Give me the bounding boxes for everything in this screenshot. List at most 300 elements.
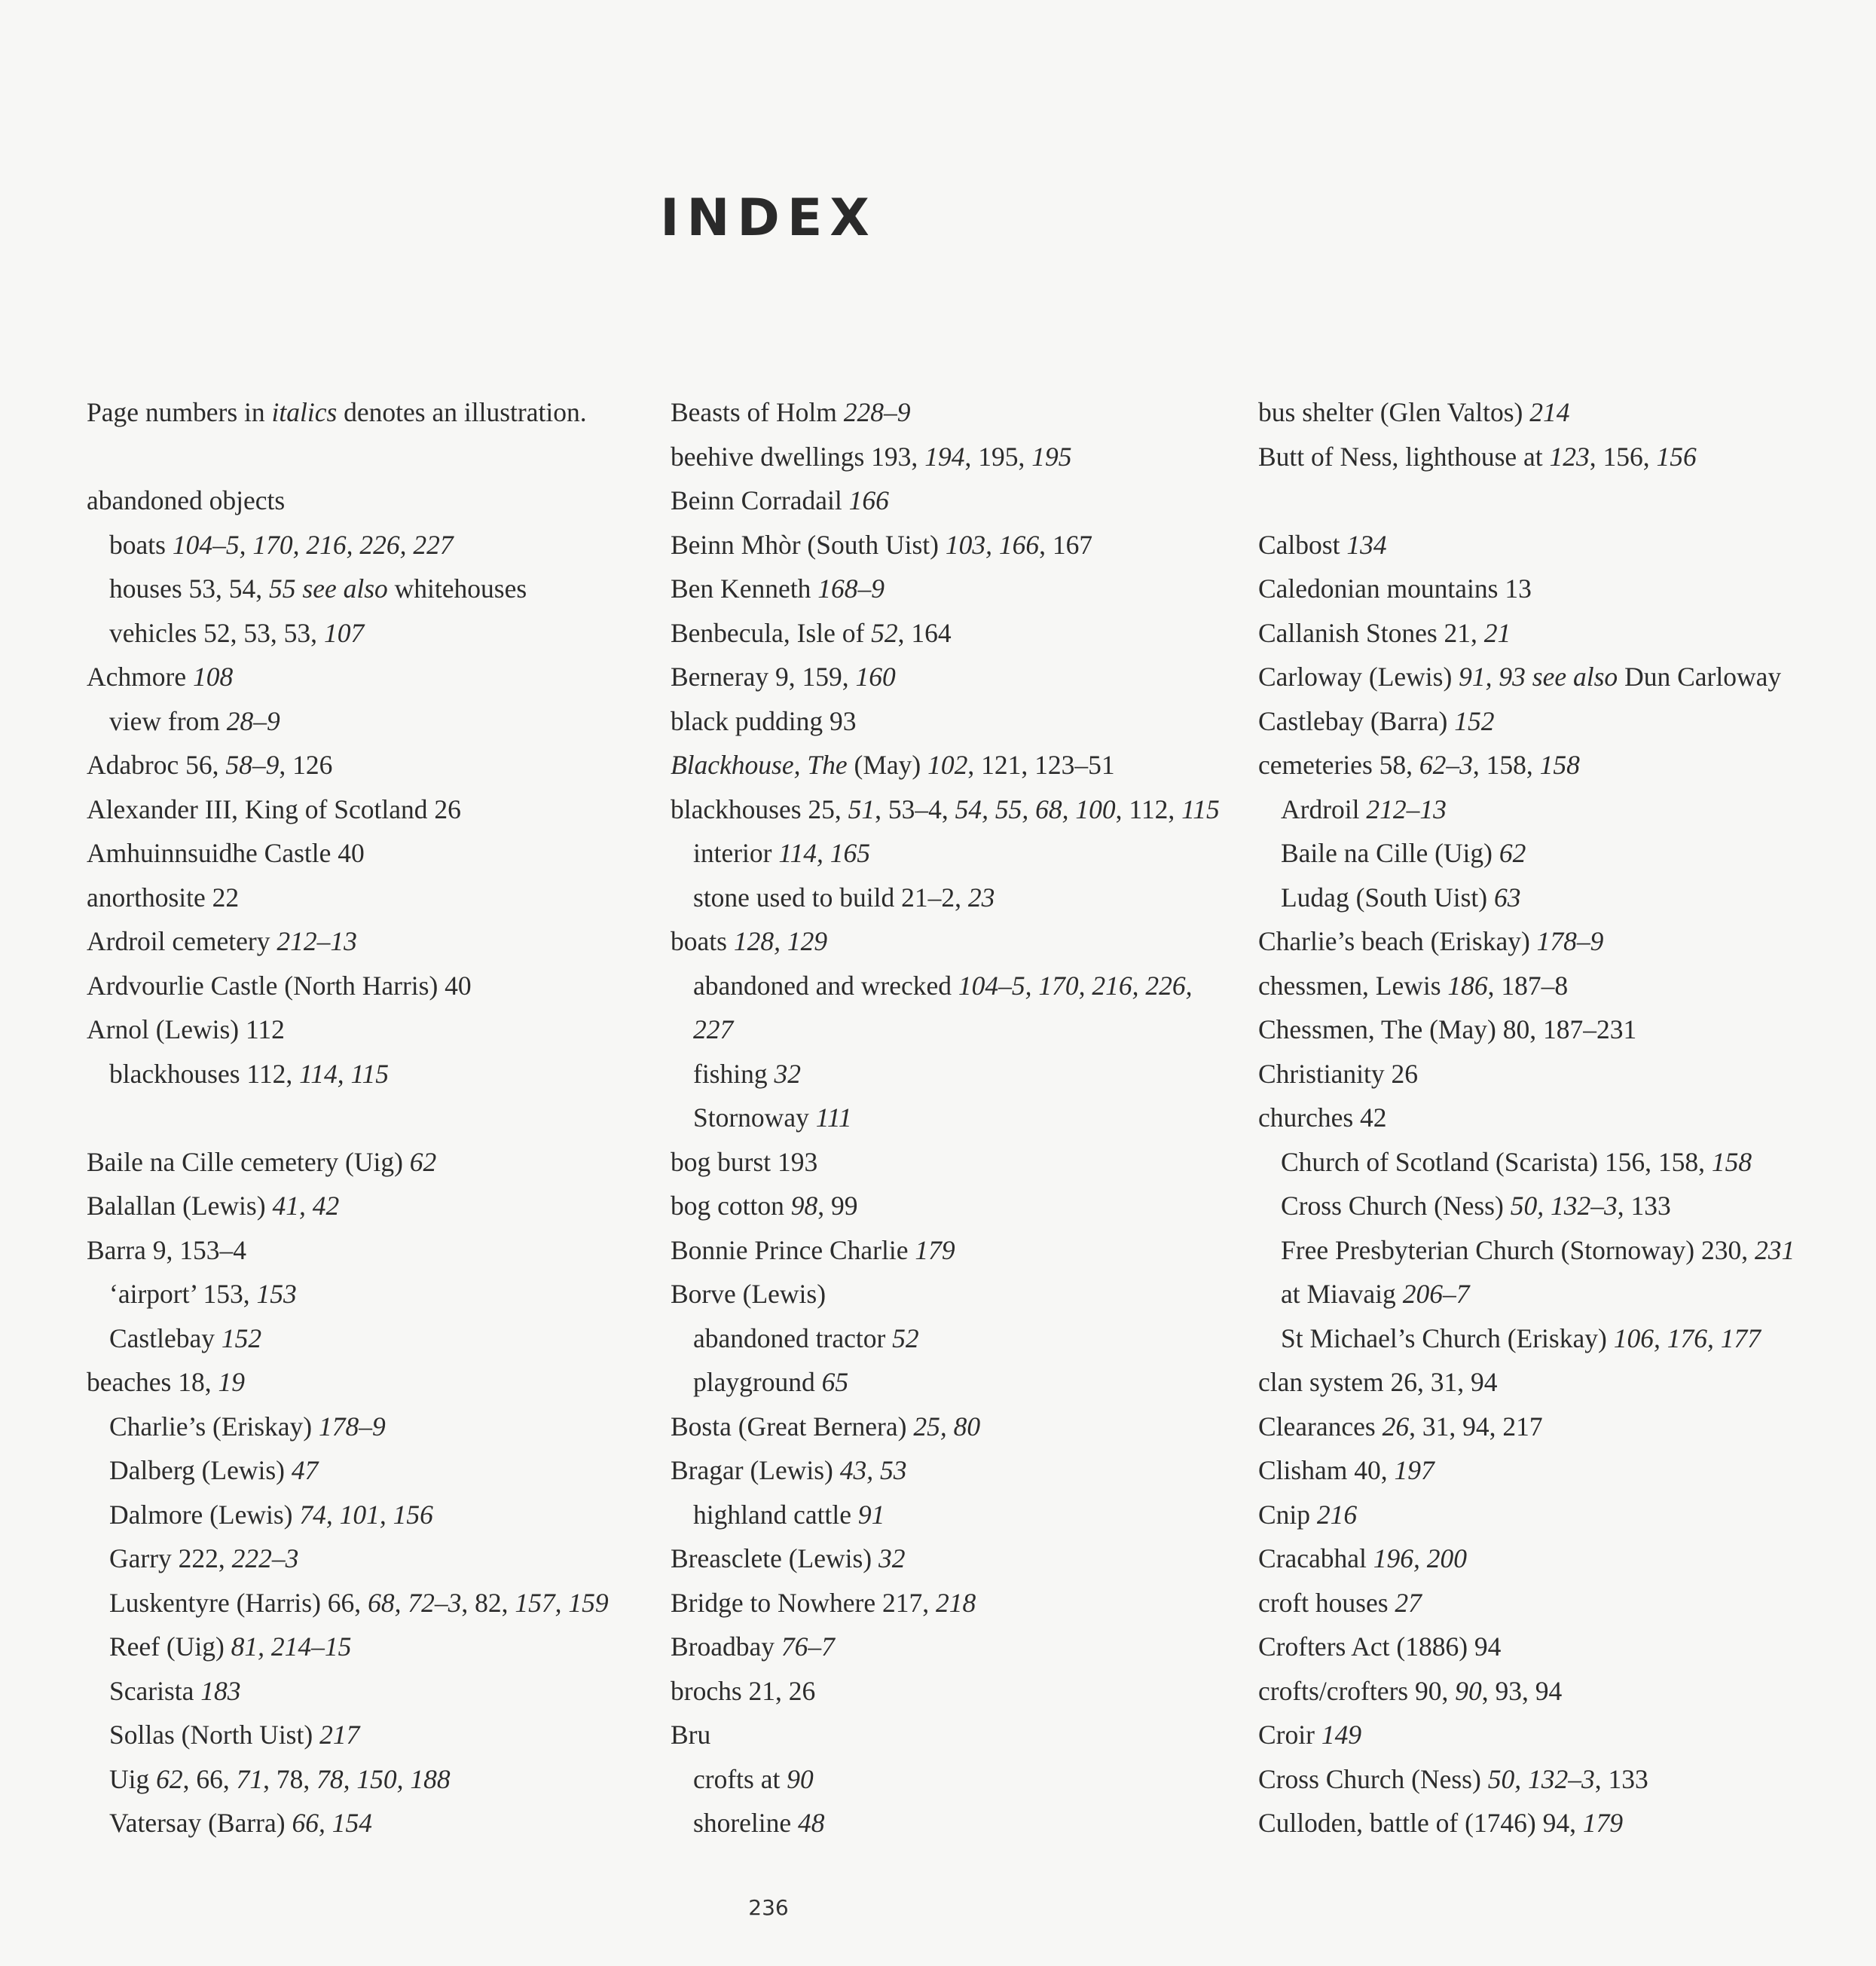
index-subentry: [87, 1669, 659, 1714]
italic-run: 134: [1346, 529, 1387, 560]
text-run: interior: [693, 838, 779, 868]
text-run: abandoned objects: [87, 485, 286, 515]
index-entry: [87, 1140, 659, 1185]
index-subentry: [87, 699, 659, 744]
italic-run: 183: [200, 1675, 241, 1706]
text-run: blackhouses 112,: [109, 1058, 300, 1089]
text-run: Dalberg (Lewis): [109, 1455, 292, 1485]
index-subentry: [87, 1316, 659, 1361]
italic-run: 196, 200: [1373, 1543, 1468, 1573]
italic-run: 62: [409, 1146, 437, 1177]
index-entry: [1258, 919, 1831, 964]
italic-run: 74, 101, 156: [299, 1499, 433, 1530]
index-column-1: [87, 390, 659, 1845]
text-run: Callanish Stones 21,: [1258, 617, 1484, 648]
text-run: Charlie’s beach (Eriskay): [1258, 926, 1537, 956]
text-run: Christianity 26: [1258, 1058, 1419, 1089]
italic-run: 65: [821, 1367, 849, 1397]
text-run: Clisham 40,: [1258, 1455, 1395, 1485]
text-run: Free Presbyterian Church (Stornoway) 230,: [1281, 1234, 1755, 1265]
index-subentry: [87, 1713, 659, 1757]
text-run: bog cotton: [671, 1191, 791, 1221]
index-entry: [1258, 611, 1831, 656]
index-entry: [671, 1581, 1243, 1625]
text-run: abandoned and wrecked: [693, 970, 958, 1001]
index-entry: [671, 1140, 1243, 1185]
text-run: beaches 18,: [87, 1367, 218, 1397]
index-entry: [87, 1360, 659, 1405]
text-run: Adabroc 56,: [87, 750, 226, 780]
index-entry: [87, 1184, 659, 1228]
italic-run: 54, 55, 68, 100: [955, 793, 1116, 824]
italic-run: 212–13: [1366, 793, 1447, 824]
index-subentry: [671, 1360, 1243, 1405]
text-run: Stornoway: [693, 1102, 816, 1133]
italic-run: 63: [1494, 882, 1521, 913]
italic-run: 104–5, 170, 216, 226, 227: [172, 529, 454, 560]
text-run: Croir: [1258, 1720, 1321, 1750]
italic-run: 106, 176, 177: [1613, 1322, 1761, 1353]
italic-run: 179: [915, 1234, 955, 1265]
text-run: Crofters Act (1886) 94: [1258, 1631, 1502, 1662]
index-entry: [87, 1007, 659, 1052]
index-entry: [671, 1272, 1243, 1316]
italic-run: 111: [815, 1102, 852, 1133]
index-subentry: [1258, 1140, 1831, 1185]
index-subentry: [1258, 1228, 1831, 1273]
text-run: , 158,: [1472, 750, 1540, 780]
text-run: brochs 21, 26: [671, 1675, 816, 1706]
text-run: Arnol (Lewis) 112: [87, 1014, 285, 1044]
index-subentry: [671, 1096, 1243, 1140]
text-run: Cracabhal: [1258, 1543, 1373, 1573]
text-run: Alexander III, King of Scotland 26: [87, 793, 461, 824]
text-run: , 133: [1617, 1191, 1671, 1221]
index-spacer: [87, 435, 659, 479]
index-entry: [1258, 523, 1831, 567]
index-entry: [1258, 1801, 1831, 1845]
index-entry: [87, 787, 659, 832]
text-run: Bragar (Lewis): [671, 1455, 840, 1485]
italic-run: 62: [1499, 838, 1526, 868]
text-run: , 31, 94, 217: [1409, 1411, 1543, 1442]
index-subentry: [1258, 1272, 1831, 1316]
index-entry: [671, 1625, 1243, 1669]
italic-run: 26: [1382, 1411, 1410, 1442]
text-run: Bonnie Prince Charlie: [671, 1234, 915, 1265]
italic-run: 214: [1529, 397, 1570, 427]
text-run: Ben Kenneth: [671, 573, 818, 604]
text-run: denotes an illustration.: [337, 397, 587, 427]
italic-run: 52: [892, 1322, 919, 1353]
index-entry: [1258, 1581, 1831, 1625]
text-run: Beasts of Holm: [671, 397, 844, 427]
text-run: blackhouses 25,: [671, 793, 848, 824]
index-entry: [87, 831, 659, 876]
index-entry: [671, 1184, 1243, 1228]
italic-run: Blackhouse, The: [671, 750, 848, 780]
italic-run: 217: [319, 1720, 360, 1750]
index-entry: [671, 523, 1243, 567]
index-subentry: [1258, 831, 1831, 876]
index-entry: [1258, 1360, 1831, 1405]
index-subentry: [671, 1052, 1243, 1096]
italic-run: 149: [1321, 1720, 1362, 1750]
index-entry: [1258, 567, 1831, 611]
italic-run: 21: [1483, 617, 1511, 648]
text-run: St Michael’s Church (Eriskay): [1281, 1322, 1614, 1353]
index-subentry: [671, 1316, 1243, 1361]
italic-run: 114, 115: [299, 1058, 390, 1089]
italic-run: 114, 165: [778, 838, 870, 868]
text-run: Garry 222,: [109, 1543, 232, 1573]
text-run: Butt of Ness, lighthouse at: [1258, 441, 1550, 472]
index-entry: [1258, 1625, 1831, 1669]
index-column-2: [671, 390, 1243, 1845]
text-run: Sollas (North Uist): [109, 1720, 320, 1750]
index-entry: [1258, 390, 1831, 435]
index-entry: [1258, 1405, 1831, 1449]
italic-run: 91: [857, 1499, 885, 1530]
text-run: , 82,: [461, 1587, 515, 1618]
index-subentry: [87, 1405, 659, 1449]
text-run: , 93, 94: [1481, 1675, 1563, 1706]
italic-run: 158: [1539, 750, 1580, 780]
index-entry: [1258, 655, 1831, 699]
text-run: chessmen, Lewis: [1258, 970, 1448, 1001]
text-run: churches 42: [1258, 1102, 1387, 1133]
index-subentry: [1258, 1316, 1831, 1361]
italic-run: 156: [1656, 441, 1697, 472]
text-run: Bridge to Nowhere 217,: [671, 1587, 936, 1618]
text-run: abandoned tractor: [693, 1322, 893, 1353]
index-subentry: [87, 611, 659, 656]
text-run: (May): [847, 750, 928, 780]
index-entry: [671, 479, 1243, 523]
italic-run: 32: [878, 1543, 906, 1573]
italic-run: 195: [1031, 441, 1072, 472]
italic-run: 71: [236, 1763, 264, 1794]
text-run: , 195,: [964, 441, 1032, 472]
text-run: Castlebay (Barra): [1258, 705, 1455, 736]
italic-run: 186: [1447, 970, 1488, 1001]
italic-run: 206–7: [1402, 1279, 1470, 1309]
text-run: vehicles 52, 53, 53,: [109, 617, 324, 648]
index-entry: [1258, 1493, 1831, 1537]
italic-run: 103, 166: [945, 529, 1040, 560]
index-subentry: [671, 876, 1243, 920]
text-run: Dalmore (Lewis): [109, 1499, 300, 1530]
text-run: , 78,: [263, 1763, 317, 1794]
text-run: black pudding 93: [671, 705, 857, 736]
text-run: Balallan (Lewis): [87, 1191, 273, 1221]
text-run: Achmore: [87, 662, 193, 692]
index-entry: [1258, 1448, 1831, 1493]
index-entry: [1258, 964, 1831, 1008]
italic-run: 90: [1455, 1675, 1482, 1706]
italic-run: 47: [291, 1455, 319, 1485]
index-subentry: [87, 1581, 659, 1625]
italic-run: 108: [192, 662, 234, 692]
text-run: Ardroil: [1281, 793, 1367, 824]
index-entry: [671, 1228, 1243, 1273]
italic-run: 68, 72–3: [368, 1587, 462, 1618]
text-run: Beinn Corradail: [671, 485, 849, 515]
text-run: Amhuinnsuidhe Castle 40: [87, 838, 365, 868]
text-run: anorthosite 22: [87, 882, 240, 913]
text-run: Bru: [671, 1720, 711, 1750]
italic-run: 52: [871, 617, 898, 648]
italic-run: 41, 42: [272, 1191, 340, 1221]
text-run: Luskentyre (Harris) 66,: [109, 1587, 368, 1618]
text-run: houses 53, 54,: [109, 573, 270, 604]
text-run: Chessmen, The (May) 80, 187–231: [1258, 1014, 1637, 1044]
italic-run: 115: [1181, 793, 1220, 824]
index-entry: [671, 787, 1243, 832]
italic-run: 179: [1582, 1808, 1624, 1838]
italic-run: 107: [323, 617, 365, 648]
text-run: ‘airport’ 153,: [109, 1279, 257, 1309]
italic-run: 128, 129: [733, 926, 828, 956]
index-spacer: [1258, 479, 1831, 523]
italic-run: 23: [967, 882, 995, 913]
index-entry: [671, 435, 1243, 479]
index-entry: [1258, 435, 1831, 479]
text-run: Ardroil cemetery: [87, 926, 277, 956]
index-entry: [87, 479, 659, 523]
text-run: Ludag (South Uist): [1281, 882, 1494, 913]
text-run: Page numbers in: [87, 397, 272, 427]
text-run: Barra 9, 153–4: [87, 1234, 246, 1265]
text-run: bog burst 193: [671, 1146, 818, 1177]
italic-run: 19: [218, 1367, 245, 1397]
text-run: Vatersay (Barra): [109, 1808, 292, 1838]
italic-run: 216: [1316, 1499, 1358, 1530]
italic-run: 231: [1755, 1234, 1795, 1265]
italic-run: 25, 80: [913, 1411, 981, 1442]
italic-run: 157, 159: [515, 1587, 609, 1618]
index-entry: [671, 699, 1243, 744]
text-run: Caledonian mountains 13: [1258, 573, 1532, 604]
italic-run: 166: [848, 485, 889, 515]
text-run: stone used to build 21–2,: [693, 882, 968, 913]
index-entry: [1258, 1096, 1831, 1140]
text-run: , 167: [1039, 529, 1093, 560]
text-run: , 164: [897, 617, 952, 648]
index-entry: [87, 1228, 659, 1273]
index-entry: [1258, 1007, 1831, 1052]
text-run: Dun Carloway: [1618, 662, 1782, 692]
index-subentry: [87, 1757, 659, 1802]
italic-run: 212–13: [277, 926, 357, 956]
index-entry: [671, 390, 1243, 435]
text-run: , 187–8: [1487, 970, 1569, 1001]
text-run: Baile na Cille cemetery (Uig): [87, 1146, 410, 1177]
text-run: Scarista: [109, 1675, 201, 1706]
text-run: Church of Scotland (Scarista) 156, 158,: [1281, 1146, 1712, 1177]
index-entry: [87, 655, 659, 699]
index-subentry: [671, 1007, 1243, 1052]
italic-run: 152: [221, 1322, 262, 1353]
italic-run: 194: [924, 441, 965, 472]
index-subentry: [87, 1493, 659, 1537]
page-number: 236: [748, 1895, 789, 1920]
text-run: Charlie’s (Eriskay): [109, 1411, 319, 1442]
text-run: , 133: [1594, 1763, 1648, 1794]
text-run: , 99: [817, 1191, 858, 1221]
index-entry: [1258, 1757, 1831, 1802]
italic-run: 27: [1395, 1587, 1422, 1618]
text-run: cemeteries 58,: [1258, 750, 1419, 780]
italic-run: 48: [798, 1808, 825, 1838]
text-run: Castlebay: [109, 1322, 222, 1353]
italic-run: 76–7: [781, 1631, 835, 1662]
italic-run: 62–3: [1419, 750, 1473, 780]
text-run: Breasclete (Lewis): [671, 1543, 878, 1573]
index-entry: [671, 743, 1243, 787]
italic-run: 227: [693, 1014, 734, 1044]
index-subentry: [87, 1052, 659, 1096]
index-entry: [1258, 1669, 1831, 1714]
index-subentry: [87, 1448, 659, 1493]
italic-run: 197: [1394, 1455, 1434, 1485]
text-run: bus shelter (Glen Valtos): [1258, 397, 1530, 427]
text-run: highland cattle: [693, 1499, 858, 1530]
italic-run: 90: [787, 1763, 814, 1794]
index-subentry: [87, 1625, 659, 1669]
italic-run: 58–9: [225, 750, 280, 780]
index-subentry: [1258, 787, 1831, 832]
index-entry: [87, 919, 659, 964]
italic-run: 50, 132–3: [1510, 1191, 1618, 1221]
italic-run: 50, 132–3: [1487, 1763, 1595, 1794]
text-run: , 112,: [1115, 793, 1182, 824]
italic-run: 55 see also: [269, 573, 388, 604]
italic-run: 43, 53: [839, 1455, 907, 1485]
italic-run: 81, 214–15: [231, 1631, 352, 1662]
index-subentry: [671, 831, 1243, 876]
text-run: , 156,: [1589, 441, 1657, 472]
index-subentry: [671, 1493, 1243, 1537]
text-run: Beinn Mhòr (South Uist): [671, 529, 946, 560]
index-entry: [1258, 699, 1831, 744]
text-run: fishing: [693, 1058, 775, 1089]
italic-run: 98: [790, 1191, 818, 1221]
text-run: playground: [693, 1367, 822, 1397]
index-entry: [87, 964, 659, 1008]
text-run: Cross Church (Ness): [1258, 1763, 1488, 1794]
italic-run: 160: [855, 662, 896, 692]
index-subentry: [87, 1272, 659, 1316]
text-run: Culloden, battle of (1746) 94,: [1258, 1808, 1583, 1838]
index-entry: [671, 1405, 1243, 1449]
text-run: Baile na Cille (Uig): [1281, 838, 1499, 868]
italic-run: 62: [156, 1763, 183, 1794]
text-run: Uig: [109, 1763, 157, 1794]
text-run: Reef (Uig): [109, 1631, 231, 1662]
italic-run: 153: [256, 1279, 297, 1309]
italic-run: 178–9: [1536, 926, 1604, 956]
index-subentry: [87, 1801, 659, 1845]
index-entry: [671, 1669, 1243, 1714]
italic-run: 51: [848, 793, 875, 824]
index-entry: [671, 567, 1243, 611]
text-run: whitehouses: [387, 573, 527, 604]
index-subentry: [1258, 1184, 1831, 1228]
text-run: crofts/crofters 90,: [1258, 1675, 1456, 1706]
index-column-3: [1258, 390, 1831, 1845]
index-spacer: [87, 1096, 659, 1140]
italic-run: 66, 154: [292, 1808, 372, 1838]
index-entry: [671, 1448, 1243, 1493]
index-entry: [1258, 1536, 1831, 1581]
italic-run: 228–9: [843, 397, 911, 427]
index-entry: [671, 655, 1243, 699]
italic-run: 102: [927, 750, 968, 780]
index-entry: [87, 743, 659, 787]
italic-run: 91, 93 see also: [1459, 662, 1618, 692]
text-run: shoreline: [693, 1808, 799, 1838]
italic-run: 28–9: [226, 705, 280, 736]
italic-run: 218: [935, 1587, 976, 1618]
index-entry: [1258, 1052, 1831, 1096]
text-run: Bosta (Great Bernera): [671, 1411, 914, 1442]
index-entry: [1258, 743, 1831, 787]
page-title: INDEX: [660, 188, 877, 248]
text-run: clan system 26, 31, 94: [1258, 1367, 1498, 1397]
text-run: Ardvourlie Castle (North Harris) 40: [87, 970, 472, 1001]
index-entry: [87, 876, 659, 920]
text-run: Carloway (Lewis): [1258, 662, 1459, 692]
text-run: Calbost: [1258, 529, 1347, 560]
italic-run: italics: [271, 397, 338, 427]
index-entry: [671, 919, 1243, 964]
index-entry: [671, 1713, 1243, 1757]
index-entry: [671, 1536, 1243, 1581]
text-run: Clearances: [1258, 1411, 1383, 1442]
italic-run: 178–9: [319, 1411, 386, 1442]
italic-run: 222–3: [231, 1543, 299, 1573]
text-run: view from: [109, 705, 227, 736]
index-subentry: [671, 964, 1243, 1008]
index-subentry: [87, 523, 659, 567]
index-entry: [671, 611, 1243, 656]
text-run: , 121, 123–51: [967, 750, 1115, 780]
text-run: boats: [109, 529, 173, 560]
index-subentry: [671, 1757, 1243, 1802]
text-run: Borve (Lewis): [671, 1279, 826, 1309]
italic-run: 158: [1711, 1146, 1752, 1177]
italic-run: 123: [1549, 441, 1590, 472]
text-run: Cnip: [1258, 1499, 1317, 1530]
text-run: Benbecula, Isle of: [671, 617, 872, 648]
text-run: beehive dwellings 193,: [671, 441, 925, 472]
index-subentry: [1258, 876, 1831, 920]
index-entry: [87, 390, 659, 435]
index-entry: [1258, 1713, 1831, 1757]
index-subentry: [671, 1801, 1243, 1845]
text-run: , 126: [279, 750, 333, 780]
text-run: at Miavaig: [1281, 1279, 1403, 1309]
index-subentry: [87, 1536, 659, 1581]
text-run: Cross Church (Ness): [1281, 1191, 1511, 1221]
text-run: Broadbay: [671, 1631, 781, 1662]
text-run: Berneray 9, 159,: [671, 662, 856, 692]
text-run: croft houses: [1258, 1587, 1395, 1618]
italic-run: 32: [774, 1058, 801, 1089]
text-run: crofts at: [693, 1763, 787, 1794]
italic-run: 104–5, 170, 216, 226,: [958, 970, 1193, 1001]
